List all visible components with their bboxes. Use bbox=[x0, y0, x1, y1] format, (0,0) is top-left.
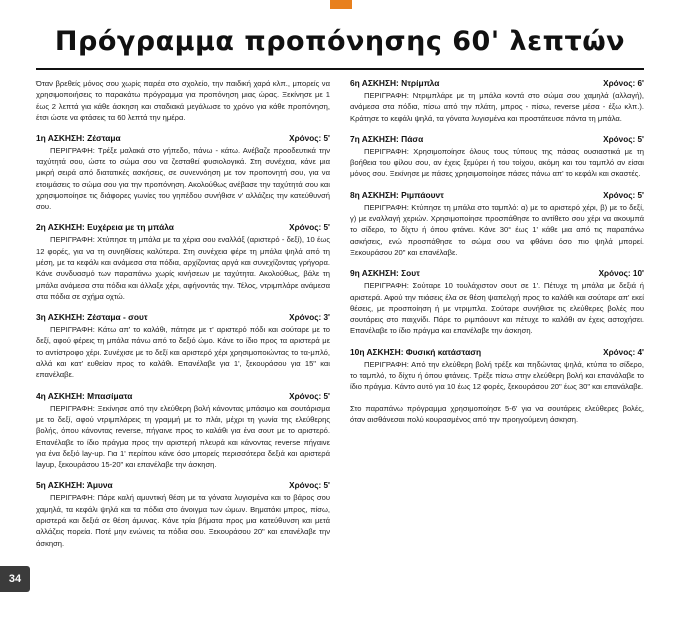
exercise-heading bbox=[36, 391, 330, 401]
exercise-name: 1η ΑΣΚΗΣΗ: Ζέσταμα bbox=[36, 132, 121, 143]
exercise-item bbox=[36, 133, 330, 213]
intro-paragraph: Όταν βρεθείς μόνος σου χωρίς παρέα στο σχολείο, την παιδική χαρά κλπ., μπορείς να χρησιμοποιήσεις το παρακάτω πρόγραμμα για προπόνηση μιας ώρας. Ξεκίνησε με 1 έως 2 λεπτά για κάθε άσκηση και σταδιακά μεγάλωσε το χρόνο για κάθε προπόνηση, έτσι ώστε να φτάσεις τα 60 λεπτά την ημέρα. bbox=[36, 79, 330, 123]
exercise-heading bbox=[36, 133, 330, 143]
exercise-time: Χρόνος: 5' bbox=[289, 133, 330, 143]
exercise-name: 5η ΑΣΚΗΣΗ: Άμυνα bbox=[36, 480, 113, 491]
exercise-description: ΠΕΡΙΓΡΑΦΗ: Ξεκίνησε από την ελεύθερη βολή κάνοντας μπάσιμο και σουτάρισμα με το δεξί, αφού ντριμπλάρεις τη γραμμή με το πλάι, μέχρι τη γωνία της ελεύθερης βολής, όπου κάνοντας reverse, πήγαινε προς το καλάθι για ένα σουτ με το αριστερό. Επανέλαβε το ίδιο πράγμα προς την αριστερή πλευρά και κάνοντας reverse πήγαινε για ένα δεξιό lay-up. Για 1' περίπου κάνε όσο μπορείς περισσότερα δεξιά και αριστερά layup, ξεκουράσου 15-20" και επανέλαβε την άσκηση. bbox=[36, 403, 330, 470]
exercise-name: 2η ΑΣΚΗΣΗ: Ευχέρεια με τη μπάλα bbox=[36, 222, 174, 233]
exercise-description: ΠΕΡΙΓΡΑΦΗ: Ντριμπλάρε με τη μπάλα κοντά στο σώμα σου χαμηλά (αλλαγή), ανάμεσα στα πόδια, πίσω από την πλάτη, μπρος - πίσω, reverse μέσα - έξω κλπ.). Κράτησε το κεφάλι ψηλά, τα γόνατα λυγισμένα και προστάτευσε πάντα τη μπάλα. bbox=[350, 91, 644, 123]
exercise-item bbox=[36, 222, 330, 302]
exercise-time: Χρόνος: 5' bbox=[289, 223, 330, 233]
closing-paragraph: Στο παραπάνω πρόγραμμα χρησιμοποίησε 5-6' για να σουτάρεις ελεύθερες βολές, όταν αισθάνεσαι πολύ κουρασμένος από την προηγούμενη άσκηση. bbox=[350, 403, 644, 425]
page-title: Πρόγραμμα προπόνησης 60' λεπτών bbox=[54, 26, 626, 57]
title-divider bbox=[36, 68, 644, 70]
exercise-name: 9η ΑΣΚΗΣΗ: Σουτ bbox=[350, 268, 420, 279]
exercise-item bbox=[36, 480, 330, 548]
exercise-heading bbox=[36, 222, 330, 232]
exercise-description: ΠΕΡΙΓΡΑΦΗ: Τρέξε μαλακά στο γήπεδο, πάνω - κάτω. Ανέβαζε προοδευτικά την ταχύτητά σου, ώστε το σώμα σου να ζεσταθεί φυσιολογικά. Στη συνέχεια, κάνε μια μικρή σειρά από διατατικές ασκήσεις, σε συνεννόηση με τον προπονητή σου, για να ετοιμάσεις το σώμα σου για την προπόνηση. Ακολούθως ανέβασε την ταχύτητά σου και χρησιμοποίησε τις διάφορες γωνίες του γηπέδου συνήθισε ν' αλλάζεις την κατεύθυνσή σου. bbox=[36, 145, 330, 212]
exercise-name: 4η ΑΣΚΗΣΗ: Μπασίματα bbox=[36, 390, 133, 401]
page-number: 34 bbox=[0, 566, 30, 592]
exercise-time: Χρόνος: 4' bbox=[603, 347, 644, 357]
exercise-description: ΠΕΡΙΓΡΑΦΗ: Κτύπησε τη μπάλα στο ταμπλό: α) με το αριστερό χέρι, β) με το δεξί, γ) με εναλλαγή χεριών. Χρησιμοποίησε προσπάθησε το αντίθετο σου χέρι να ακουμπά το σίδερο, το δίχτυ ή όπου φτάνει. Κάνε 30° έως 1' κάθε μια από τις παραπάνω ασκήσεις, ενώ προσπάθησε το σώμα σου να φθάνει όσο πιο ψηλά μπορεί. Ξεκουράσου 20" και επανέλαβε. bbox=[350, 202, 644, 257]
exercise-name: 6η ΑΣΚΗΣΗ: Ντρίμπλα bbox=[350, 78, 440, 88]
exercise-description: ΠΕΡΙΓΡΑΦΗ: Σούταρε 10 τουλάχιστον σουτ σε 1'. Πέτυχε τη μπάλα με δεξιά ή αριστερά. Αφού την πιάσεις έλα σε θέση ψαπελιχή προς το καλάθι και σούταρε απ' εκεί θέσεις, με προσποίηση ή με ντριμπλα. Σούταρε συνήθισε τις ελεύθερες βολές που σουτάρεις στο παιχνίδι. Πάρε το ριμπάουντ και πέτυχε το καλάθι αν έχεις αστοχήσει. Επανέλαβε το ίδιο πράγμα και επανέλαβε την άσκηση. bbox=[350, 281, 644, 336]
exercise-description: ΠΕΡΙΓΡΑΦΗ: Πάρε καλή αμυντική θέση με τα γόνατα λυγισμένα και το βάρος σου χαμηλά, τα κεφάλι ψηλά και τα πόδια στο άνοιγμα των ώμων. Βηματάκι μπρος, πίσω, αριστερά και δεξιά σε θέση άμυνας. Κάνε τρία βήματα προς μια κατεύθυνση και μετά αλλάζεις πορεία. Ποτέ μην ενώνεις τα πόδια σου. Ξεκουράσου 20" και επανέλαβε την άσκηση. bbox=[36, 493, 330, 548]
exercise-time: Χρόνος: 5' bbox=[603, 190, 644, 200]
right-column bbox=[350, 78, 644, 613]
exercise-name: 10η ΑΣΚΗΣΗ: Φυσική κατάσταση bbox=[350, 346, 482, 357]
exercise-item bbox=[350, 190, 644, 258]
left-column bbox=[36, 78, 330, 613]
exercise-heading bbox=[350, 347, 644, 357]
two-column-body bbox=[36, 78, 644, 613]
exercise-time: Χρόνος: 6' bbox=[603, 79, 644, 88]
exercise-heading bbox=[36, 480, 330, 490]
exercise-heading bbox=[36, 312, 330, 322]
exercise-time: Χρόνος: 5' bbox=[289, 391, 330, 401]
exercise-heading bbox=[350, 134, 644, 144]
exercise-item bbox=[350, 134, 644, 180]
exercise-name: 3η ΑΣΚΗΣΗ: Ζέσταμα - σουτ bbox=[36, 312, 148, 323]
exercise-item bbox=[36, 391, 330, 471]
exercise-description: ΠΕΡΙΓΡΑΦΗ: Χρησιμοποίησε όλους τους τύπους της πάσας ουσιαστικά με τη βοήθεια του φίλου σου, αν έχεις ξεμύρει ή του τοίχου, ακόμη και του ταμπλό αν είσαι μόνος σου. Ξεκίνησε με πάσες χρησιμοποίησε πάσες πάνω απ' το κεφάλι και σκαστές. bbox=[350, 146, 644, 179]
exercise-description: ΠΕΡΙΓΡΑΦΗ: Χτύπησε τη μπάλα με τα χέρια σου εναλλάξ (αριστερό - δεξί), 10 έως 12 φορές, για να τη συνηθίσεις καλύτερα. Στη συνέχεια φέρε τη μπάλα ψηλά από τη μέση, με τα κεφάλι και ανάμεσα στα πόδια, αρχίζοντας αργά και συνεχίζοντας γρήγορα. Κάνε συνδυασμό των παραπάνω χωρίς κινήσεων με ταχύτητα. Ακολούθως, βάλε τη μπάλα ανάμεσα στα πόδια και άλλαξε χέρι, αφήνοντάς την. Τέλος, ντριμπλάρε ανάμεσα στα πόδια σε σχήμα οχτώ. bbox=[36, 235, 330, 301]
exercise-description: ΠΕΡΙΓΡΑΦΗ: Κάτω απ' το καλάθι, πάτησε με τ' αριστερό πόδι και σούταρε με το δεξί, αφού φέρεις τη μπάλα πάνω από το δεξιό ώμο. Κάνε το ίδιο προς τα αριστερά με το αντίστροφο χέρι. Συνέχισε με το δεξί και αριστερό χέρι χρησιμοποιώντας το τα-μπλό, αλλά και κατ' ευθείαν προς το καλάθι. Επανέλαβε για 1', ξεκουράσου για 15" και επανέλαβε. bbox=[36, 325, 330, 380]
exercise-item bbox=[36, 312, 330, 380]
exercise-name: 7η ΑΣΚΗΣΗ: Πάσα bbox=[350, 133, 424, 144]
top-orange-tab bbox=[330, 0, 352, 9]
exercise-time: Χρόνος: 5' bbox=[289, 481, 330, 491]
exercise-time: Χρόνος: 5' bbox=[603, 134, 644, 144]
exercise-item bbox=[350, 78, 644, 124]
exercise-item bbox=[350, 268, 644, 336]
exercise-time: Χρόνος: 3' bbox=[289, 313, 330, 323]
exercise-heading bbox=[350, 190, 644, 200]
exercise-time: Χρόνος: 10' bbox=[598, 269, 644, 279]
exercise-description: ΠΕΡΙΓΡΑΦΗ: Από την ελεύθερη βολή τρέξε και πηδώντας ψηλά, κτύπα το σίδερο, το ταμπλό, το δίχτυ ή όπου φτάνεις. Τρέξε πίσω στην ελεύθερη βολή και επανάλαβε το ίδιο πράγμα. Κάντο αυτό για 10 έως 12 φορές, ξεκουράσου 20" έως 30" και επανάλαβε. bbox=[350, 359, 644, 392]
exercise-name: 8η ΑΣΚΗΣΗ: Ριμπάουντ bbox=[350, 189, 444, 200]
exercise-item bbox=[350, 347, 644, 393]
exercise-heading bbox=[350, 78, 644, 88]
exercise-heading bbox=[350, 268, 644, 278]
